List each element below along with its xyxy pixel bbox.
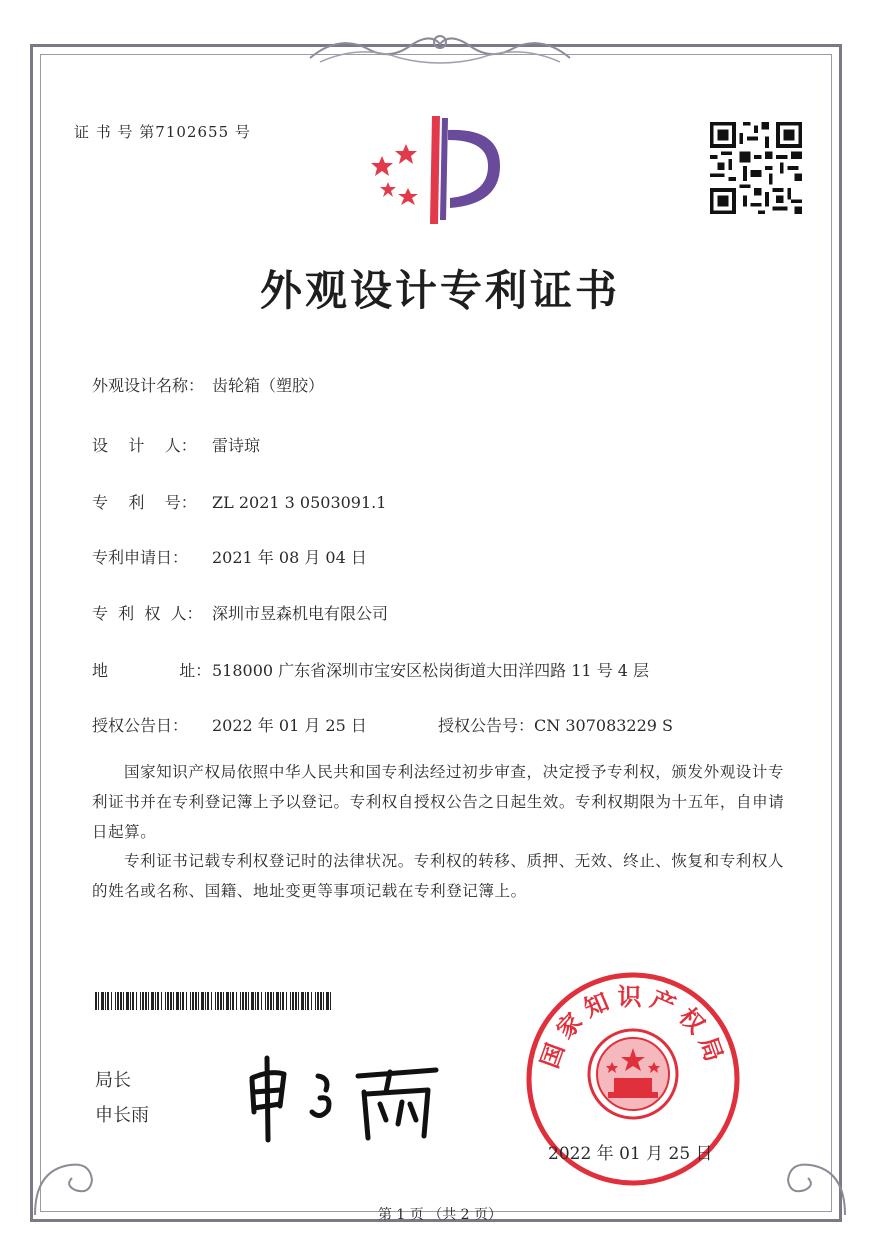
seal-date: 2022 年 01 月 25 日	[548, 1144, 713, 1164]
cnipa-logo-icon	[360, 108, 510, 228]
designer-value: 雷诗琼	[212, 436, 261, 455]
patent-number-value: ZL 2021 3 0503091.1	[212, 493, 387, 512]
patent-number-label: 专 利 号：	[92, 493, 197, 512]
grant-date-label: 授权公告日：	[92, 716, 189, 735]
field-grant-number	[438, 713, 673, 736]
qr-code-icon	[710, 122, 802, 214]
address-label: 地 址：	[92, 661, 212, 680]
address-value: 518000 广东省深圳市宝安区松岗街道大田洋四路 11 号 4 层	[212, 661, 650, 680]
signature-icon	[240, 1040, 450, 1150]
top-ornament	[300, 28, 580, 68]
grant-number-label: 授权公告号：	[438, 716, 535, 735]
field-filing-date	[92, 545, 367, 568]
filing-date-label: 专利申请日：	[92, 548, 189, 567]
designer-label: 设 计 人：	[92, 436, 197, 455]
grant-date-value: 2022 年 01 月 25 日	[212, 716, 367, 735]
design-name-value: 齿轮箱（塑胶）	[212, 376, 325, 395]
design-name-label: 外观设计名称：	[92, 376, 205, 395]
filing-date-value: 2021 年 08 月 04 日	[212, 548, 367, 567]
patentee-value: 深圳市昱森机电有限公司	[212, 604, 389, 623]
field-patent-number	[92, 490, 386, 513]
field-patentee	[92, 601, 388, 624]
page-title: 外观设计专利证书	[259, 266, 620, 315]
barcode-icon	[95, 992, 335, 1010]
field-designer	[92, 433, 260, 456]
page-footer: 第 1 页 （共 2 页）	[377, 1207, 503, 1223]
field-design-name	[92, 373, 324, 396]
grant-number-value: CN 307083229 S	[534, 716, 674, 735]
director-title: 局长	[95, 1070, 131, 1091]
paragraph-legal-status: 专利证书记载专利权登记时的法律状况。专利权的转移、质押、无效、终止、恢复和专利权人的姓名或名称、国籍、地址变更等事项记载在专利登记簿上。	[92, 852, 785, 900]
certificate-number: 证 书 号 第7102655 号	[74, 123, 251, 141]
field-grant-date	[92, 713, 367, 736]
director-name: 申长雨	[95, 1105, 149, 1126]
patentee-label: 专 利 权 人：	[92, 604, 203, 623]
field-address	[92, 658, 649, 681]
seal-text: 国家知识产权局	[535, 982, 731, 1072]
paragraph-grant-statement: 国家知识产权局依照中华人民共和国专利法经过初步审查，决定授予专利权，颁发外观设计专利证书并在专利登记簿上予以登记。专利权自授权公告之日起生效。专利权期限为十五年，自申请日起算。	[92, 763, 785, 841]
